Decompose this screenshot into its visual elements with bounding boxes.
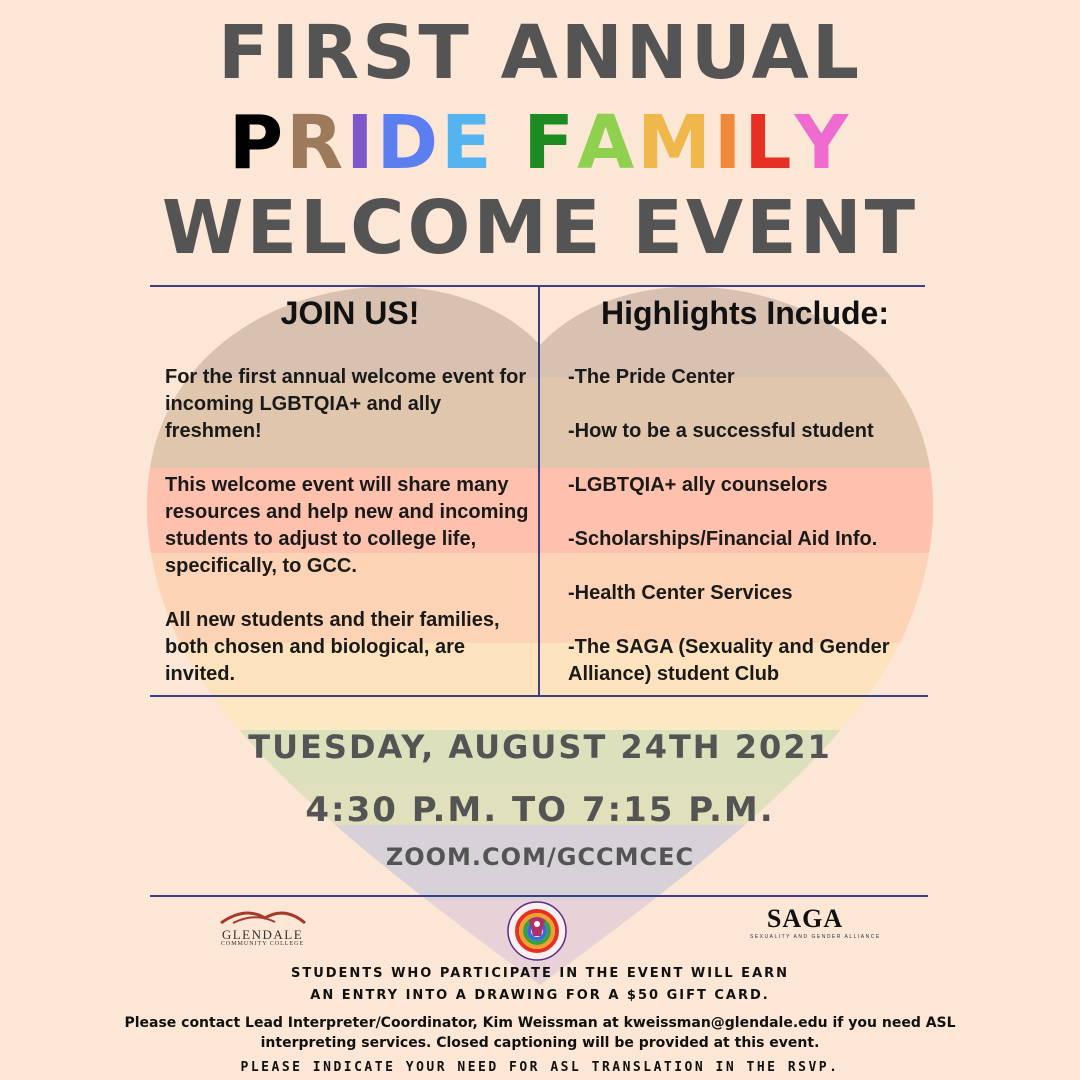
highlight-item: -Health Center Services xyxy=(568,582,793,604)
highlight-item: -LGBTQIA+ ally counselors xyxy=(568,474,828,496)
middle-divider xyxy=(150,695,928,697)
highlight-item: -The SAGA (Sexuality and Gender Alliance) student Club xyxy=(568,636,890,685)
glendale-logo-name: GLENDALE xyxy=(221,927,304,942)
footer-rsvp: PLEASE INDICATE YOUR NEED FOR ASL TRANSLATION IN THE RSVP. xyxy=(240,1060,840,1075)
event-link[interactable]: ZOOM.COM/GCCMCEC xyxy=(385,843,695,871)
saga-logo-name: SAGA xyxy=(766,904,844,933)
glendale-logo-sub: COMMUNITY COLLEGE xyxy=(220,941,305,947)
title-line-1: FIRST ANNUAL xyxy=(218,10,862,96)
join-paragraph-1: For the first annual welcome event for incoming LGBTQIA+ and ally freshmen! xyxy=(165,366,527,442)
bottom-divider xyxy=(150,895,928,897)
highlight-item: -How to be a successful student xyxy=(568,420,874,442)
highlight-item: -The Pride Center xyxy=(568,366,735,388)
title-letter: F xyxy=(523,100,577,186)
title-letter: I xyxy=(713,100,745,186)
title-line-3: WELCOME EVENT xyxy=(161,185,919,271)
title-letter: P xyxy=(228,100,287,186)
event-date: TUESDAY, AUGUST 24TH 2021 xyxy=(248,728,832,766)
saga-logo xyxy=(750,904,881,946)
footer-contact-1: Please contact Lead Interpreter/Coordinator, Kim Weissman at kweissman@glendale.edu if you need ASL xyxy=(124,1015,956,1031)
event-time: 4:30 P.M. TO 7:15 P.M. xyxy=(305,790,775,830)
column-divider xyxy=(538,287,540,695)
highlights-heading: Highlights Include: xyxy=(601,295,889,331)
title-letter: A xyxy=(576,100,638,186)
join-heading: JOIN US! xyxy=(280,295,420,331)
title-line-2 xyxy=(0,100,1080,186)
glendale-logo xyxy=(215,908,310,948)
title-letter: R xyxy=(286,100,347,186)
pride-center-logo xyxy=(505,900,569,962)
join-paragraph-3: All new students and their families, both chosen and biological, are invited. xyxy=(165,609,500,685)
title-letter: E xyxy=(441,100,495,186)
footer-line-1: STUDENTS WHO PARTICIPATE IN THE EVENT WILL EARN xyxy=(290,966,790,981)
footer-contact-2: interpreting services. Closed captioning will be provided at this event. xyxy=(260,1035,820,1051)
title-letter: D xyxy=(376,100,442,186)
glendale-arch-icon xyxy=(215,908,310,924)
title-letter: M xyxy=(637,100,714,186)
highlight-item: -Scholarships/Financial Aid Info. xyxy=(568,528,878,550)
footer-line-2: AN ENTRY INTO A DRAWING FOR A $50 GIFT CARD. xyxy=(310,988,770,1003)
title-letter: Y xyxy=(794,100,852,186)
saga-logo-sub: SEXUALITY AND GENDER ALLIANCE xyxy=(750,934,881,940)
title-letter: I xyxy=(346,100,377,186)
join-paragraph-2: This welcome event will share many resources and help new and incoming students to adjust to college life, specifically, to GCC. xyxy=(165,474,529,577)
title-letter xyxy=(495,100,524,186)
title-letter: L xyxy=(744,100,795,186)
pride-center-emblem-icon xyxy=(505,900,569,962)
